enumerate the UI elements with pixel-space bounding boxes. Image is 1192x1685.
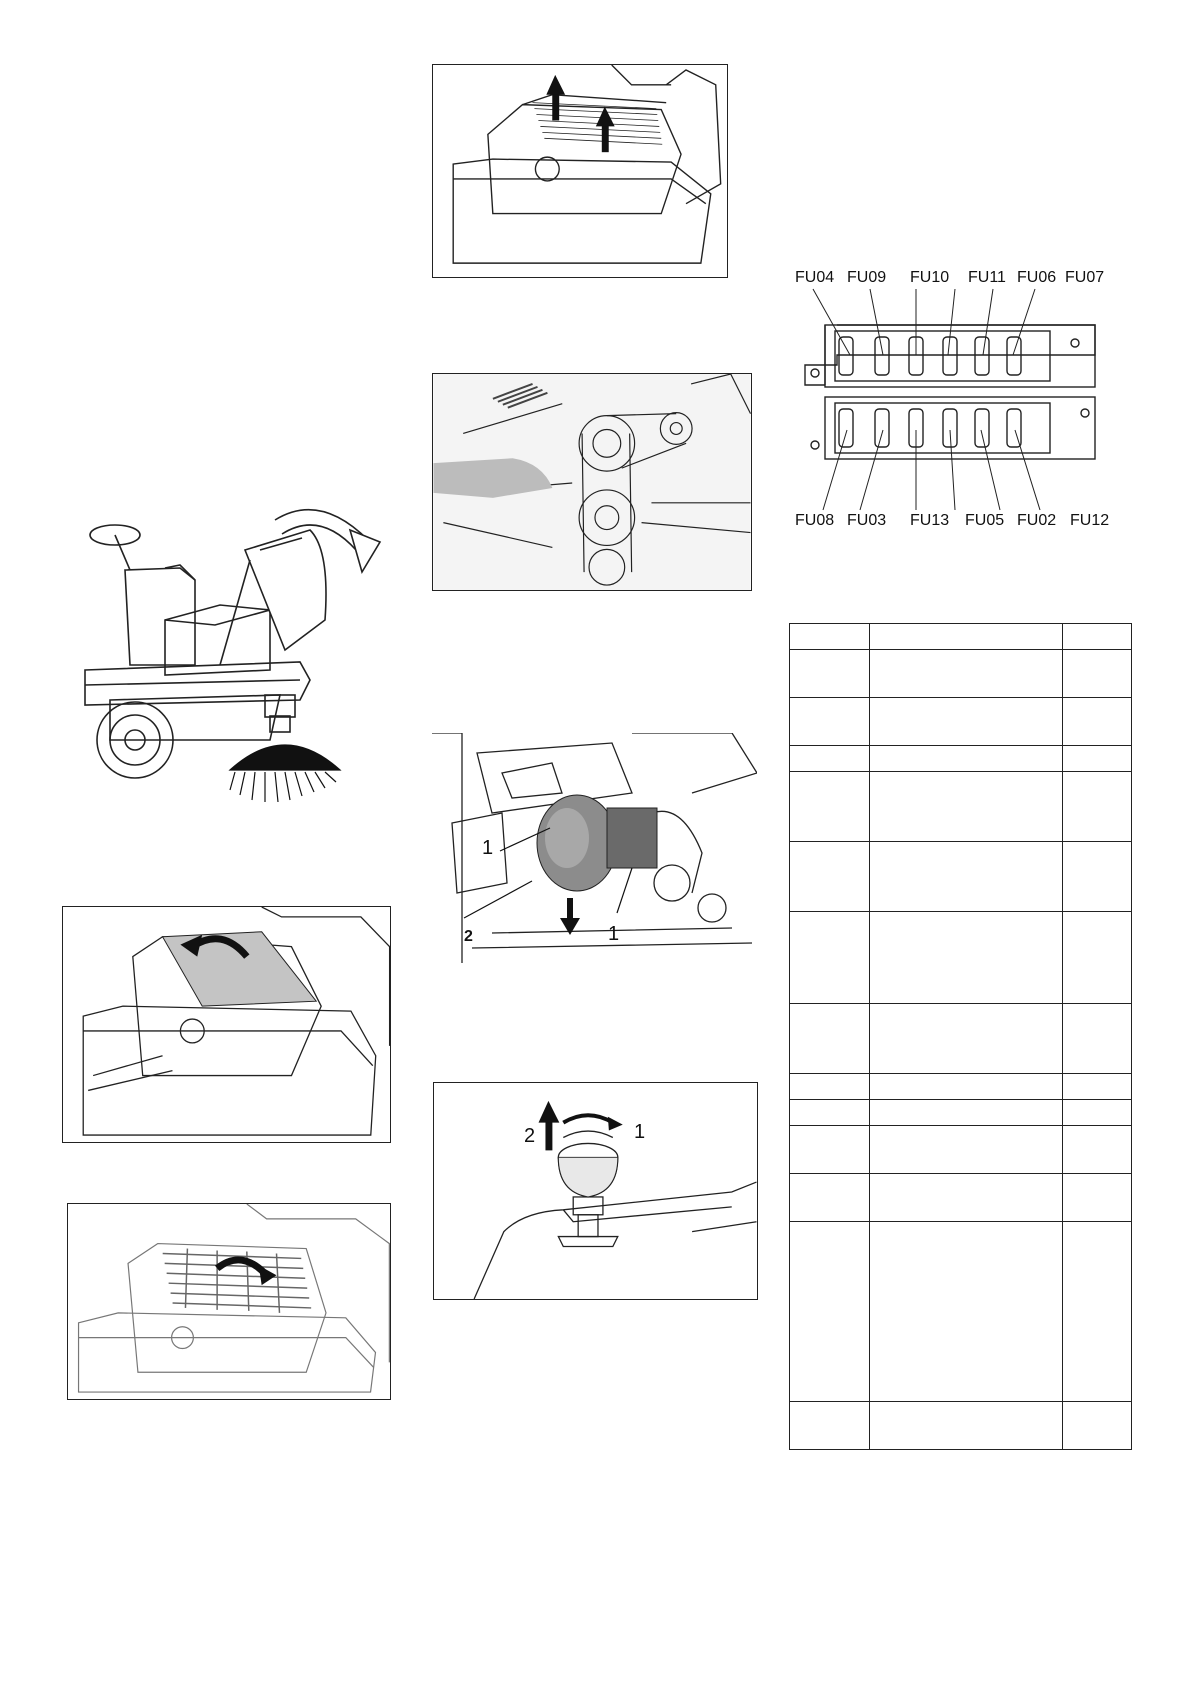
table-row [790,842,1132,912]
table-cell [1063,1004,1132,1074]
table-row [790,1402,1132,1450]
fuse-table [789,623,1132,1450]
fuse-label-top-3: FU10 [910,269,950,286]
air-filter-illustration [432,733,757,963]
fuse-label-bottom-5: FU02 [1017,512,1057,529]
figure-engine-belt [432,373,752,591]
table-cell [790,842,870,912]
table-cell [790,650,870,698]
table-cell [1063,772,1132,842]
table-cell [790,1074,870,1100]
table-row [790,1174,1132,1222]
sweeper-illustration [70,490,400,820]
fuse-label-bottom-2: FU03 [847,512,887,529]
figure-filter-lift [432,64,728,278]
fuse-label-top-6: FU07 [1065,269,1105,286]
callout-prefilter-2: 2 [524,1125,536,1147]
figure-panel-fuses [67,1203,391,1400]
table-cell [1063,1402,1132,1450]
table-cell [790,1100,870,1126]
callout-prefilter-1: 1 [634,1121,646,1143]
fuse-table-header-row [790,624,1132,650]
table-cell [869,772,1062,842]
callout-air-filter-1a: 1 [482,837,494,859]
fuse-label-top-2: FU09 [847,269,887,286]
panel-illustration [68,1204,390,1399]
callout-air-filter-2: 2 [464,928,473,945]
fuse-table-header-cell [869,624,1062,650]
fuse-label-bottom-1: FU08 [795,512,835,529]
table-cell [869,842,1062,912]
table-cell [1063,698,1132,746]
table-cell [790,772,870,842]
fuse-table-header-cell [1063,624,1132,650]
table-cell [1063,912,1132,1004]
table-cell [790,1004,870,1074]
table-cell [1063,1174,1132,1222]
prefilter-illustration [434,1083,757,1299]
fuse-box-drawing [795,265,1120,535]
table-row [790,912,1132,1004]
table-cell [790,746,870,772]
table-cell [1063,1126,1132,1174]
table-cell [1063,650,1132,698]
table-cell [869,1074,1062,1100]
table-cell [869,746,1062,772]
fuse-box-diagram [795,265,1120,535]
figure-prefilter-twist [433,1082,758,1300]
table-cell [1063,1222,1132,1402]
table-cell [790,1126,870,1174]
table-cell [869,650,1062,698]
table-row [790,1004,1132,1074]
table-cell [1063,1074,1132,1100]
figure-air-filter [432,733,757,963]
table-row [790,698,1132,746]
table-row [790,772,1132,842]
engine-belt-illustration [433,374,751,590]
table-cell [869,1222,1062,1402]
table-cell [1063,1100,1132,1126]
table-row [790,650,1132,698]
table-cell [790,698,870,746]
table-cell [869,1100,1062,1126]
figure-sweeper-hood-open [70,490,400,820]
table-cell [1063,842,1132,912]
callout-air-filter-1b: 1 [608,923,620,945]
table-cell [869,698,1062,746]
table-cell [869,1004,1062,1074]
table-row [790,1222,1132,1402]
table-row [790,1074,1132,1100]
table-cell [790,1402,870,1450]
fuse-label-top-4: FU11 [968,269,1006,286]
filter-lift-illustration [433,65,727,277]
table-cell [869,912,1062,1004]
fuse-table-header-cell [790,624,870,650]
cover-open-illustration [63,907,390,1142]
table-cell [1063,746,1132,772]
table-cell [790,912,870,1004]
table-cell [869,1126,1062,1174]
table-row [790,746,1132,772]
table-cell [790,1174,870,1222]
table-cell [869,1402,1062,1450]
fuse-label-top-5: FU06 [1017,269,1057,286]
fuse-label-top-1: FU04 [795,269,835,286]
table-cell [790,1222,870,1402]
fuse-label-bottom-6: FU12 [1070,512,1110,529]
fuse-label-bottom-3: FU13 [910,512,950,529]
table-cell [869,1174,1062,1222]
table-row [790,1100,1132,1126]
table-row [790,1126,1132,1174]
figure-cover-open [62,906,391,1143]
fuse-label-bottom-4: FU05 [965,512,1005,529]
